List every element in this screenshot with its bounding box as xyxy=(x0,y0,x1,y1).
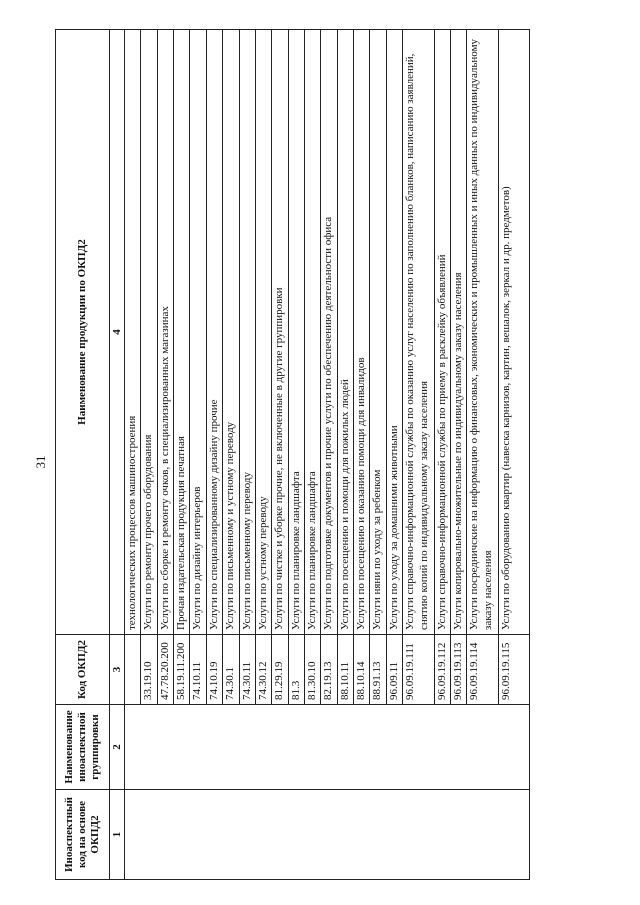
product-name-cell: Услуги по посещению и оказанию помощи для инвалидов xyxy=(354,30,370,635)
table-row xyxy=(125,30,141,880)
okpd2-code-cell: 96.09.19.115 xyxy=(499,635,530,705)
okpd2-code-cell: 58.19.11.200 xyxy=(174,635,190,705)
header-inoaspect-code: Иноаспектный код на основе ОКПД2 xyxy=(56,790,110,880)
okpd2-table xyxy=(55,29,530,880)
product-name-cell: Услуги по дизайну интерьеров xyxy=(190,30,206,635)
okpd2-code-cell: 88.10.11 xyxy=(337,635,353,705)
product-name-cell: Услуги по планировке ландшафта xyxy=(304,30,320,635)
product-name-cell: Услуги справочно-информационной службы по приему в расклейку объявлений xyxy=(434,30,450,635)
okpd2-code-cell xyxy=(125,635,141,705)
okpd2-code-cell: 81.30.10 xyxy=(304,635,320,705)
okpd2-code-cell: 74.10.11 xyxy=(190,635,206,705)
column-number: 4 xyxy=(110,30,125,635)
product-name-cell: Услуги по подготовке документов и прочие услуги по обеспечению деятельности офиса xyxy=(321,30,337,635)
product-name-cell: технологических процессов машиностроения xyxy=(125,30,141,635)
okpd2-table-sheet xyxy=(55,30,530,880)
okpd2-code-cell: 47.78.20.200 xyxy=(157,635,173,705)
okpd2-code-cell: 82.19.13 xyxy=(321,635,337,705)
product-name-cell: Услуги по оборудованию квартир (навеска карнизов, картин, вешалок, зеркал и др. предметов) xyxy=(499,30,530,635)
okpd2-code-cell: 81.3 xyxy=(288,635,304,705)
product-name-cell: Услуги справочно-информационной службы по оказанию услуг населению по заполнению бланков, написанию заявлений, снятию копий по индивидуальному заказу населения xyxy=(403,30,435,635)
header-okpd2-code: Код ОКПД2 xyxy=(56,635,110,705)
product-name-cell: Услуги копировально-множительные по индивидуальному заказу населения xyxy=(451,30,467,635)
okpd2-code-cell: 96.09.19.111 xyxy=(403,635,435,705)
product-name-cell: Услуги по планировке ландшафта xyxy=(288,30,304,635)
header-product-name: Наименование продукции по ОКПД2 xyxy=(56,30,110,635)
product-name-cell: Услуги по ремонту прочего оборудования xyxy=(141,30,157,635)
inoaspect-group-cell xyxy=(125,705,530,790)
okpd2-code-cell: 74.30.1 xyxy=(223,635,239,705)
product-name-cell: Услуги по уходу за домашними животными xyxy=(386,30,402,635)
okpd2-code-cell: 81.29.19 xyxy=(272,635,288,705)
product-name-cell: Услуги по сборке и ремонту очков, в специализированных магазинах xyxy=(157,30,173,635)
okpd2-code-cell: 96.09.19.112 xyxy=(434,635,450,705)
product-name-cell: Услуги няни по уходу за ребенком xyxy=(370,30,386,635)
header-inoaspect-group-name: Наименование иноаспектной группировки xyxy=(56,705,110,790)
product-name-cell: Услуги посредничские на информацию о финансовых, экономических и промышленных и иных данных по индивидуальному заказу населения xyxy=(467,30,499,635)
product-name-cell: Прочая издательская продукция печатная xyxy=(174,30,190,635)
column-number: 2 xyxy=(110,705,125,790)
product-name-cell: Услуги по посещению и помощи для пожилых людей xyxy=(337,30,353,635)
okpd2-code-cell: 96.09.19.114 xyxy=(467,635,499,705)
okpd2-code-cell: 88.91.13 xyxy=(370,635,386,705)
okpd2-code-cell: 96.09.19.113 xyxy=(451,635,467,705)
product-name-cell: Услуги по специализированному дизайну прочие xyxy=(206,30,222,635)
page-number: 31 xyxy=(33,455,48,469)
okpd2-code-cell: 88.10.14 xyxy=(354,635,370,705)
header-row xyxy=(56,30,110,880)
okpd2-code-cell: 33.19.10 xyxy=(141,635,157,705)
column-number: 3 xyxy=(110,635,125,705)
okpd2-code-cell: 74.30.11 xyxy=(239,635,255,705)
okpd2-code-cell: 96.09.11 xyxy=(386,635,402,705)
product-name-cell: Услуги по чистке и уборке прочие, не включенные в другие группировки xyxy=(272,30,288,635)
inoaspect-code-cell xyxy=(125,790,530,880)
okpd2-code-cell: 74.30.12 xyxy=(255,635,271,705)
product-name-cell: Услуги по письменному и устному переводу xyxy=(223,30,239,635)
column-number-row xyxy=(110,30,125,880)
product-name-cell: Услуги по письменному переводу xyxy=(239,30,255,635)
okpd2-code-cell: 74.10.19 xyxy=(206,635,222,705)
product-name-cell: Услуги по устному переводу xyxy=(255,30,271,635)
column-number: 1 xyxy=(110,790,125,880)
